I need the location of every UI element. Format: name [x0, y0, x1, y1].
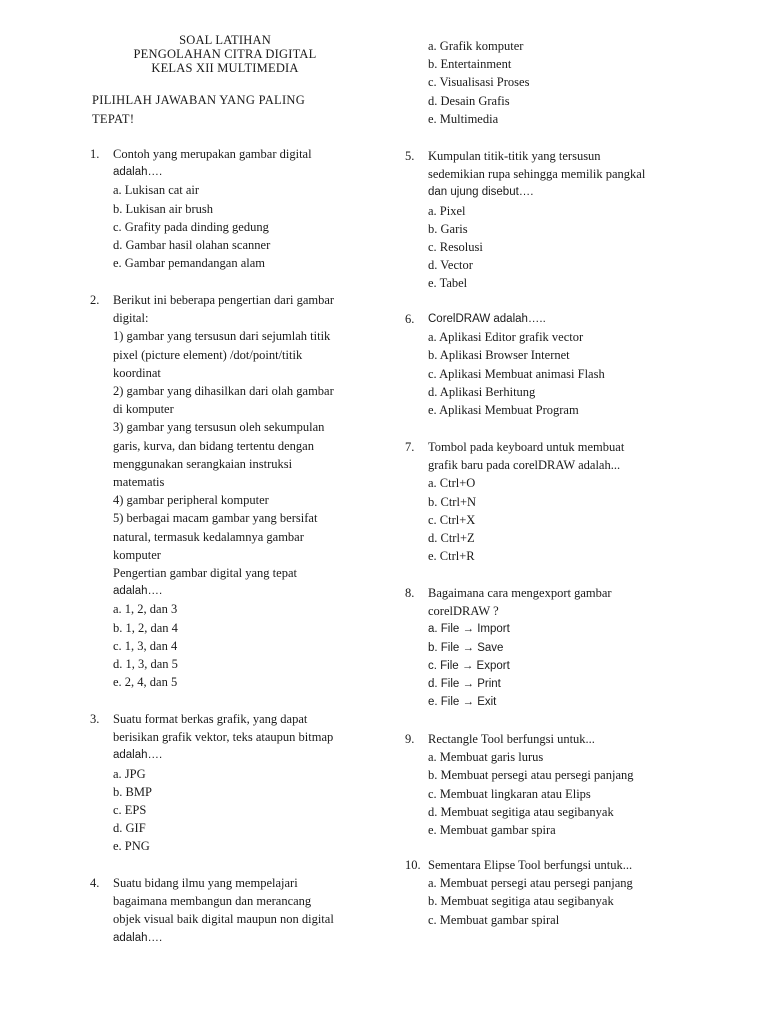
answer-option[interactable]: d. 1, 3, dan 5	[113, 657, 178, 671]
question-text-line: pixel (picture element) /dot/point/titik	[113, 347, 303, 362]
answer-option[interactable]: b. Garis	[428, 221, 468, 236]
question-text-line: adalah….	[113, 166, 163, 179]
answer-option[interactable]: e. Tabel	[428, 276, 468, 291]
answer-option[interactable]: b. Lukisan air brush	[113, 201, 213, 216]
answer-option[interactable]: a. File → Import	[428, 623, 510, 636]
answer-option[interactable]: d. Ctrl+Z	[428, 531, 475, 545]
answer-option[interactable]: c. Membuat lingkaran atau Elips	[428, 786, 591, 801]
question-number: 6.	[405, 312, 415, 326]
question-text-line: 3) gambar yang tersusun oleh sekumpulan	[113, 420, 325, 435]
answer-option[interactable]: a. Membuat persegi atau persegi panjang	[428, 876, 633, 891]
question-text-line: sedemikian rupa sehingga memilik pangkal	[428, 167, 646, 182]
answer-option[interactable]: b. Ctrl+N	[428, 494, 477, 509]
answer-option[interactable]: c. Ctrl+X	[428, 512, 476, 527]
question-text-line: Suatu bidang ilmu yang mempelajari	[113, 876, 298, 890]
question-text-line: Bagaimana cara mengexport gambar	[428, 586, 612, 600]
question-text-line: 5) berbagai macam gambar yang bersifat	[113, 511, 318, 526]
question-text-line: Contoh yang merupakan gambar digital	[113, 147, 312, 161]
answer-option[interactable]: c. EPS	[113, 803, 147, 817]
question-text-line: digital:	[113, 311, 149, 326]
question-text-line: 4) gambar peripheral komputer	[113, 493, 269, 508]
answer-option[interactable]: c. Aplikasi Membuat animasi Flash	[428, 366, 605, 381]
question-number: 5.	[405, 149, 415, 163]
answer-option[interactable]: b. Entertainment	[428, 57, 512, 72]
answer-option[interactable]: c. 1, 3, dan 4	[113, 638, 178, 653]
question-text-line: Suatu format berkas grafik, yang dapat	[113, 712, 308, 726]
answer-option[interactable]: e. Multimedia	[428, 111, 499, 126]
answer-option[interactable]: c. Visualisasi Proses	[428, 75, 530, 90]
answer-option[interactable]: b. Membuat persegi atau persegi panjang	[428, 768, 634, 783]
question-text-line: Pengertian gambar digital yang tepat	[113, 566, 297, 580]
question-text-line: 2) gambar yang dihasilkan dari olah gambar	[113, 384, 334, 398]
doc-title-line-3: KELAS XII MULTIMEDIA	[151, 61, 299, 75]
question-text-line: koordinat	[113, 365, 161, 380]
answer-option[interactable]: e. PNG	[113, 839, 150, 854]
question-text-line: adalah….	[113, 585, 163, 598]
answer-option[interactable]: b. Membuat segitiga atau segibanyak	[428, 894, 614, 909]
answer-option[interactable]: a. Aplikasi Editor grafik vector	[428, 330, 584, 345]
question-text-line: garis, kurva, dan bidang tertentu dengan	[113, 438, 314, 453]
question-number: 4.	[90, 876, 100, 890]
answer-option[interactable]: d. Vector	[428, 258, 473, 273]
answer-option[interactable]: a. JPG	[113, 766, 146, 781]
question-text-line: matematis	[113, 475, 165, 489]
question-text-line: komputer	[113, 547, 161, 562]
answer-option[interactable]: e. Gambar pemandangan alam	[113, 256, 266, 271]
question-text-line: berisikan grafik vektor, teks ataupun bitmap	[113, 730, 334, 745]
question-text-line: natural, termasuk kedalamnya gambar	[113, 529, 304, 544]
question-number: 10.	[405, 858, 421, 872]
answer-option[interactable]: d. Desain Grafis	[428, 93, 510, 108]
question-text-line: dan ujung disebut….	[428, 186, 534, 199]
answer-option[interactable]: e. Aplikasi Membuat Program	[428, 403, 579, 417]
question-number: 3.	[90, 712, 100, 726]
answer-option[interactable]: c. Resolusi	[428, 240, 483, 254]
doc-title-line-2: PENGOLAHAN CITRA DIGITAL	[133, 47, 317, 61]
answer-option[interactable]: b. Aplikasi Browser Internet	[428, 348, 570, 363]
question-text-line: grafik baru pada corelDRAW adalah...	[428, 458, 621, 473]
answer-option[interactable]: a. Lukisan cat air	[113, 183, 200, 198]
question-number: 7.	[405, 440, 415, 454]
question-text-line: CorelDRAW adalah…..	[428, 313, 546, 325]
answer-option[interactable]: e. 2, 4, dan 5	[113, 675, 178, 690]
instruction-line-2: TEPAT!	[92, 112, 135, 126]
question-text-line: menggunakan serangkaian instruksi	[113, 456, 293, 471]
doc-title-line-1: SOAL LATIHAN	[179, 33, 271, 47]
question-text-line: di komputer	[113, 402, 174, 417]
question-text-line: bagaimana membangun dan merancang	[113, 894, 312, 909]
question-text-line: Kumpulan titik-titik yang tersusun	[428, 149, 601, 163]
answer-option[interactable]: a. Ctrl+O	[428, 476, 476, 491]
question-number: 8.	[405, 586, 415, 600]
answer-option[interactable]: c. Membuat gambar spiral	[428, 912, 560, 927]
question-number: 9.	[405, 732, 415, 746]
answer-option[interactable]: a. Membuat garis lurus	[428, 750, 544, 765]
question-number: 2.	[90, 293, 100, 307]
question-text-line: 1) gambar yang tersusun dari sejumlah titik	[113, 329, 331, 344]
answer-option[interactable]: c. Grafity pada dinding gedung	[113, 219, 269, 234]
answer-option[interactable]: d. File → Print	[428, 678, 501, 690]
question-text-line: adalah….	[113, 749, 163, 762]
question-text-line: Berikut ini beberapa pengertian dari gambar	[113, 293, 335, 307]
answer-option[interactable]: a. 1, 2, dan 3	[113, 602, 178, 617]
answer-option[interactable]: e. Membuat gambar spira	[428, 823, 556, 837]
question-text-line: Rectangle Tool berfungsi untuk...	[428, 732, 595, 746]
answer-option[interactable]: e. File → Exit	[428, 696, 497, 709]
question-text-line: corelDRAW ?	[428, 604, 499, 619]
question-text-line: Tombol pada keyboard untuk membuat	[428, 440, 625, 454]
answer-option[interactable]: a. Pixel	[428, 203, 466, 218]
question-text-line: Sementara Elipse Tool berfungsi untuk...	[428, 858, 633, 872]
instruction-line-1: PILIHLAH JAWABAN YANG PALING	[92, 93, 306, 107]
answer-option[interactable]: a. Grafik komputer	[428, 39, 524, 53]
answer-option[interactable]: e. Ctrl+R	[428, 549, 475, 564]
answer-option[interactable]: b. BMP	[113, 784, 152, 799]
answer-option[interactable]: c. File → Export	[428, 659, 510, 672]
answer-option[interactable]: d. Membuat segitiga atau segibanyak	[428, 804, 614, 819]
answer-option[interactable]: b. 1, 2, dan 4	[113, 620, 178, 635]
answer-option[interactable]: d. GIF	[113, 821, 146, 836]
question-text-line: adalah….	[113, 931, 163, 944]
answer-option[interactable]: d. Gambar hasil olahan scanner	[113, 238, 271, 252]
question-number: 1.	[90, 147, 100, 161]
question-text-line: objek visual baik digital maupun non digital	[113, 912, 334, 927]
answer-option[interactable]: d. Aplikasi Berhitung	[428, 384, 536, 399]
answer-option[interactable]: b. File → Save	[428, 641, 504, 654]
